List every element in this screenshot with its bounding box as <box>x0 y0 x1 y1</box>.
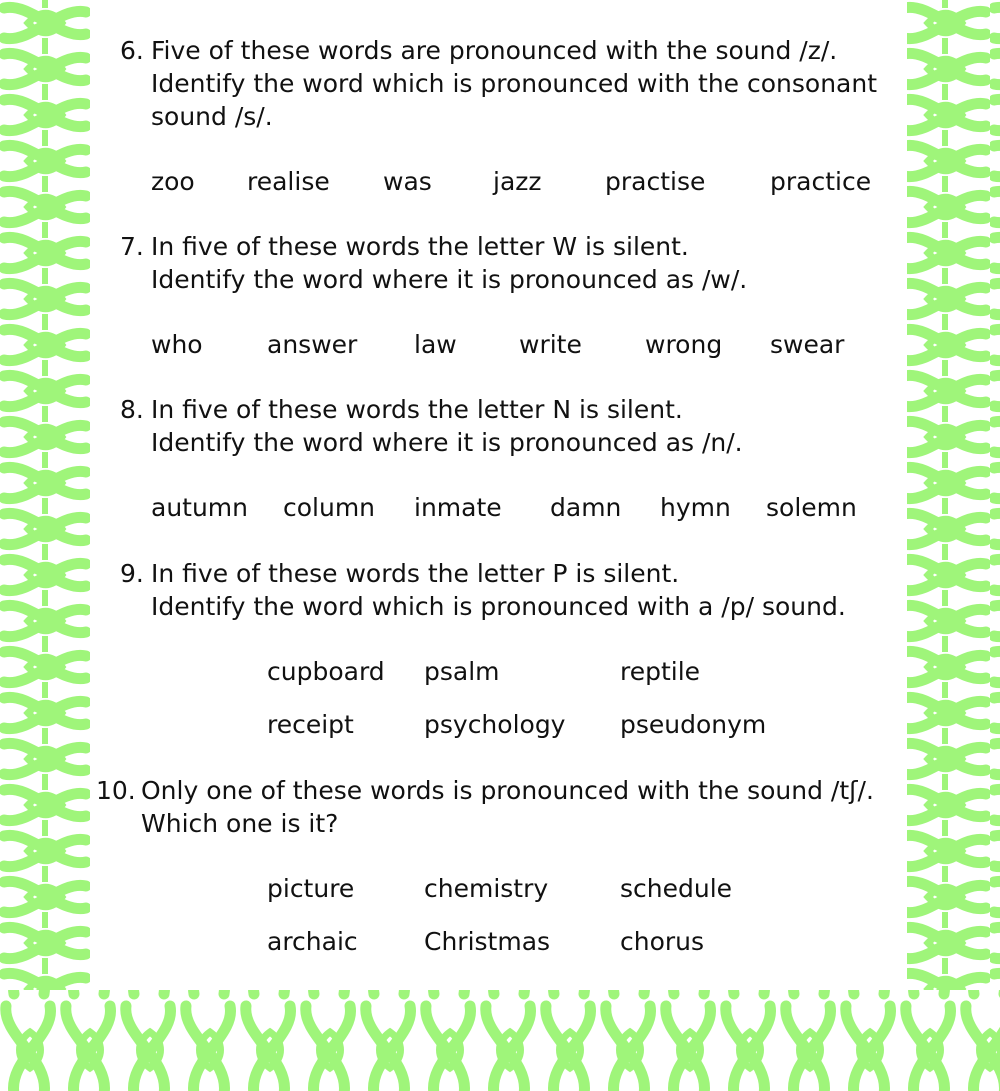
option-word[interactable]: reptile <box>620 657 701 686</box>
question-text: Identify the word where it is pronounced as /w/. <box>151 265 748 294</box>
option-word[interactable]: picture <box>267 874 355 903</box>
question-number: 7. <box>120 232 144 261</box>
option-word[interactable]: write <box>519 330 582 359</box>
option-word[interactable]: hymn <box>660 493 731 522</box>
question-6 <box>120 34 877 133</box>
option-word[interactable]: psalm <box>424 657 500 686</box>
question-text: Which one is it? <box>141 809 339 838</box>
option-word[interactable]: answer <box>267 330 358 359</box>
option-word[interactable]: solemn <box>766 493 857 522</box>
question-number: 10. <box>96 776 136 805</box>
option-word[interactable]: schedule <box>620 874 733 903</box>
question-text: Identify the word where it is pronounced as /n/. <box>151 428 743 457</box>
option-word[interactable]: swear <box>770 330 845 359</box>
question-text: Identify the word which is pronounced with a /p/ sound. <box>151 592 846 621</box>
question-text: Five of these words are pronounced with the sound /z/. <box>151 36 838 65</box>
option-word[interactable]: receipt <box>267 710 354 739</box>
option-word[interactable]: Christmas <box>424 927 551 956</box>
option-word[interactable]: realise <box>247 167 330 196</box>
option-word[interactable]: archaic <box>267 927 358 956</box>
question-7 <box>120 230 747 296</box>
option-word[interactable]: practice <box>770 167 872 196</box>
option-word[interactable]: who <box>151 330 203 359</box>
question-text: Only one of these words is pronounced with the sound /tʃ/. <box>141 776 874 805</box>
option-word[interactable]: inmate <box>414 493 502 522</box>
option-word[interactable]: chorus <box>620 927 705 956</box>
question-number: 8. <box>120 395 144 424</box>
question-9 <box>120 557 846 623</box>
question-number: 6. <box>120 36 144 65</box>
option-word[interactable]: column <box>283 493 376 522</box>
option-word[interactable]: autumn <box>151 493 249 522</box>
question-10 <box>96 774 874 840</box>
option-word[interactable]: damn <box>550 493 622 522</box>
question-text: sound /s/. <box>151 102 273 131</box>
option-word[interactable]: wrong <box>645 330 723 359</box>
question-text: In five of these words the letter P is silent. <box>151 559 680 588</box>
option-word[interactable]: pseudonym <box>620 710 767 739</box>
question-text: In five of these words the letter N is silent. <box>151 395 683 424</box>
option-word[interactable]: jazz <box>493 167 542 196</box>
question-8 <box>120 393 743 459</box>
option-word[interactable]: law <box>414 330 457 359</box>
question-number: 9. <box>120 559 144 588</box>
option-word[interactable]: zoo <box>151 167 195 196</box>
option-word[interactable]: practise <box>605 167 706 196</box>
option-word[interactable]: psychology <box>424 710 566 739</box>
option-word[interactable]: chemistry <box>424 874 549 903</box>
option-word[interactable]: was <box>383 167 432 196</box>
question-text: In five of these words the letter W is silent. <box>151 232 689 261</box>
option-word[interactable]: cupboard <box>267 657 385 686</box>
question-text: Identify the word which is pronounced with the consonant <box>151 69 878 98</box>
